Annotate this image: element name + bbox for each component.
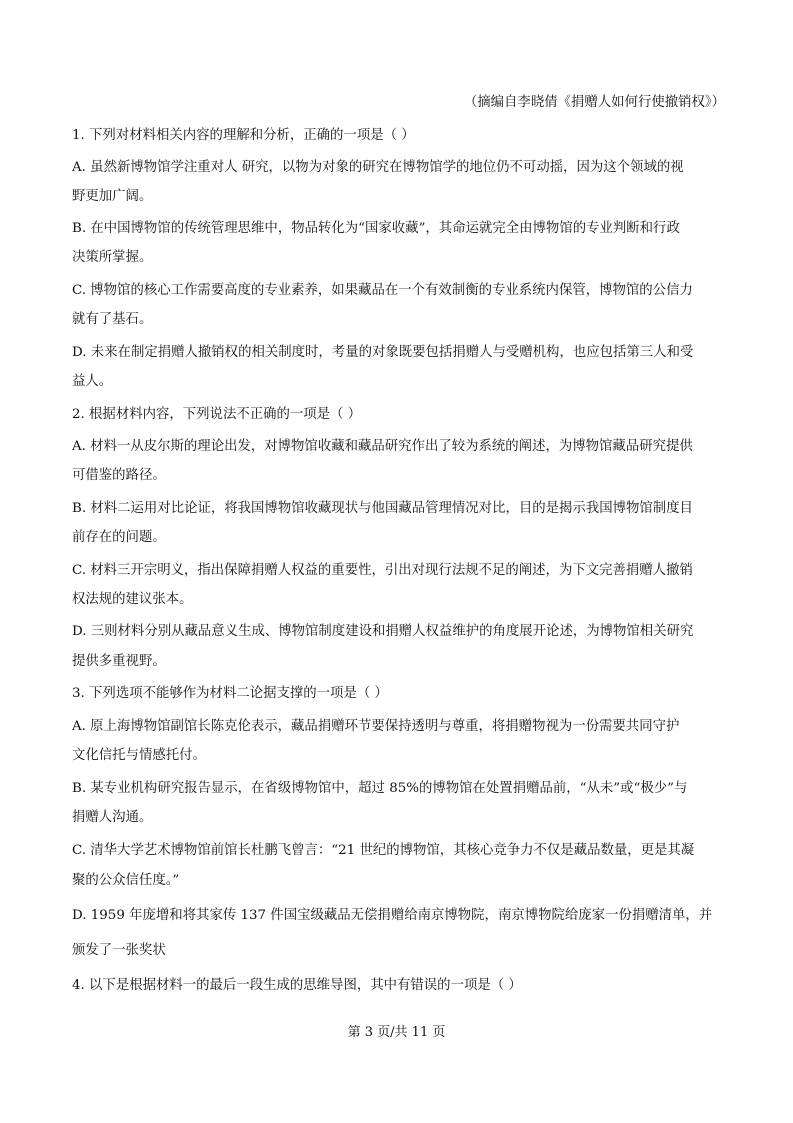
q1-stem: 1. 下列对材料相关内容的理解和分析，正确的一项是（ ） [72, 128, 415, 143]
q2-option-a-line1: A. 材料一从皮尔斯的理论出发，对博物馆收藏和藏品研究作出了较为系统的阐述，为博物馆藏品研究提供 [72, 439, 693, 454]
q3-option-d-line2: 颁发了一张奖状 [72, 943, 166, 958]
q4-stem: 4. 以下是根据材料一的最后一段生成的思维导图，其中有错误的一项是（ ） [72, 978, 522, 993]
q1-option-a-line1: A. 虽然新博物馆学注重对人 研究，以物为对象的研究在博物馆学的地位仍不可动摇，因为这个领域的视 [72, 160, 684, 175]
q1-option-b-line1: B. 在中国博物馆的传统管理思维中，物品转化为“国家收藏”，其命运就完全由博物馆的专业判断和行政 [72, 221, 680, 236]
q2-option-d-line2: 提供多重视野。 [72, 654, 166, 669]
q1-option-d-line2: 益人。 [72, 374, 113, 389]
q3-option-c-line1: C. 清华大学艺术博物馆前馆长杜鹏飞曾言：“21 世纪的博物馆，其核心竞争力不仅是藏品数量，更是其凝 [72, 843, 695, 858]
q3-option-a-line1: A. 原上海博物馆副馆长陈克伦表示，藏品捐赠环节要保持透明与尊重，将捐赠物视为一份需要共同守护 [72, 719, 680, 734]
source-note: （摘编自李晓倩《捐赠人如何行使撤销权》） [463, 95, 725, 110]
q3-option-b-line2: 捐赠人沟通。 [72, 810, 153, 825]
q2-option-b-line1: B. 材料二运用对比论证，将我国博物馆收藏现状与他国藏品管理情况对比，目的是揭示我国博物馆制度目 [72, 501, 693, 516]
q3-option-b-line1: B. 某专业机构研究报告显示，在省级博物馆中，超过 85%的博物馆在处置捐赠品前，“从未”或“极少”与 [72, 781, 688, 796]
page-footer: 第 3 页/共 11 页 [347, 1025, 446, 1040]
q1-option-b-line2: 决策所掌握。 [72, 250, 153, 265]
q1-option-c-line1: C. 博物馆的核心工作需要高度的专业素养，如果藏品在一个有效制衡的专业系统内保管，博物馆的公信力 [72, 283, 693, 298]
q2-option-c-line2: 权法规的建议张本。 [72, 592, 193, 607]
q3-option-d-line1: D. 1959 年庞增和将其家传 137 件国宝级藏品无偿捐赠给南京博物院，南京博物院给庞家一份捐赠清单，并 [72, 908, 713, 923]
q2-option-c-line1: C. 材料三开宗明义，指出保障捐赠人权益的重要性，引出对现行法规不足的阐述，为下文完善捐赠人撤销 [72, 563, 693, 578]
q1-option-a-line2: 野更加广阔。 [72, 189, 153, 204]
q1-option-c-line2: 就有了基石。 [72, 312, 153, 327]
q3-stem: 3. 下列选项不能够作为材料二论据支撑的一项是（ ） [72, 686, 388, 701]
q3-option-c-line2: 聚的公众信任度。” [72, 873, 180, 888]
q2-option-a-line2: 可借鉴的路径。 [72, 468, 166, 483]
q2-option-d-line1: D. 三则材料分别从藏品意义生成、博物馆制度建设和捐赠人权益维护的角度展开论述，为博物馆相关研究 [72, 624, 694, 639]
q3-option-a-line2: 文化信托与情感托付。 [72, 748, 206, 763]
q1-option-d-line1: D. 未来在制定捐赠人撤销权的相关制度时，考量的对象既要包括捐赠人与受赠机构，也应包括第三人和受 [72, 345, 694, 360]
q2-option-b-line2: 前存在的问题。 [72, 530, 166, 545]
q2-stem: 2. 根据材料内容，下列说法不正确的一项是（ ） [72, 407, 362, 422]
